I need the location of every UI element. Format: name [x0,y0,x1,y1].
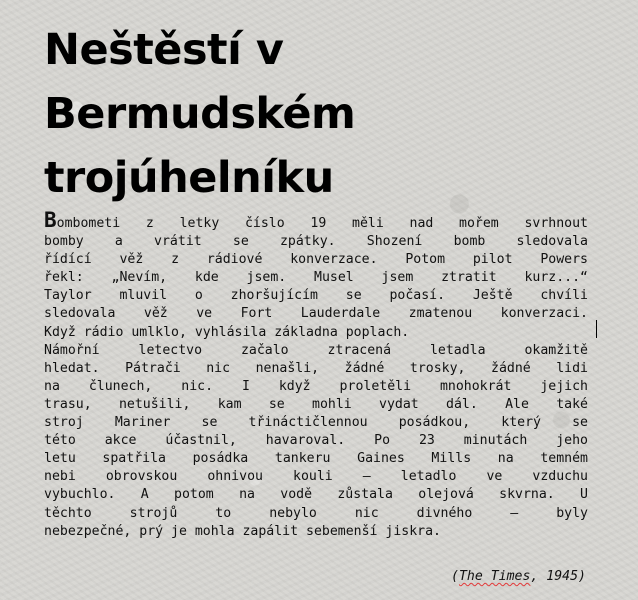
drop-cap: B [44,208,57,232]
article-line-2: bomby a vrátit se zpátky. Shození bomb sledovala [44,234,588,250]
title-line-2: Bermudském [44,89,356,139]
article-line-18: nebezpečné, prý je mohla zapálit sebemenší jiskra. [44,523,441,539]
title-line-1: Neštěstí v [44,25,284,75]
article-body [44,208,588,541]
article-line-14: letu spatřila posádka tankeru Gaines Mills na temném [44,451,588,467]
article-line-1-text: ombometi z letky číslo 19 měli nad mořem svrhnout [56,216,588,231]
article-line-13: této akce účastnil, havaroval. Po 23 minutách jeho [44,433,588,449]
article-line-17: těchto strojů to nebylo nic divného – byly [44,505,588,521]
source-open-paren: ( [451,569,459,584]
article-title [44,18,355,210]
article-line-3: řídící věž z rádiové konverzace. Potom pilot Powers [44,252,588,268]
article-line-9: hledat. Pátrači nic nenašli, žádné trosky, žádné lidi [44,360,588,376]
article-line-6: sledovala věž ve Fort Lauderdale zmatenou konverzaci. [44,306,588,322]
article-line-11: trasu, netušili, kam se mohli vydat dál. Ale také [44,396,588,412]
source-publication: The Times [458,569,531,584]
article-line-10: na člunech, nic. I když proletěli mnohokrát jejich [44,378,588,394]
article-line-7: Když rádio umlklo, vyhlásila základna poplach. [44,324,410,340]
article-source [451,569,586,584]
article-line-15: nebi obrovskou ohnivou kouli – letadlo ve vzduchu [44,469,588,485]
article-line-16: vybuchlo. A potom na vodě zůstala olejová skvrna. U [44,487,588,503]
article-line-1 [44,208,588,233]
text-cursor [596,320,597,338]
article-line-4: řekl: „Nevím, kde jsem. Musel jsem ztratit kurz...“ [44,270,588,286]
article-line-12: stroj Mariner se třináctičlennou posádkou, který se [44,415,588,431]
source-year: , 1945) [530,569,586,584]
article-line-8: Námořní letectvo začalo ztracená letadla okamžitě [44,342,588,358]
article-line-5: Taylor mluvil o zhoršujícím se počasí. Ještě chvíli [44,288,588,304]
title-line-3: trojúhelníku [44,153,334,203]
